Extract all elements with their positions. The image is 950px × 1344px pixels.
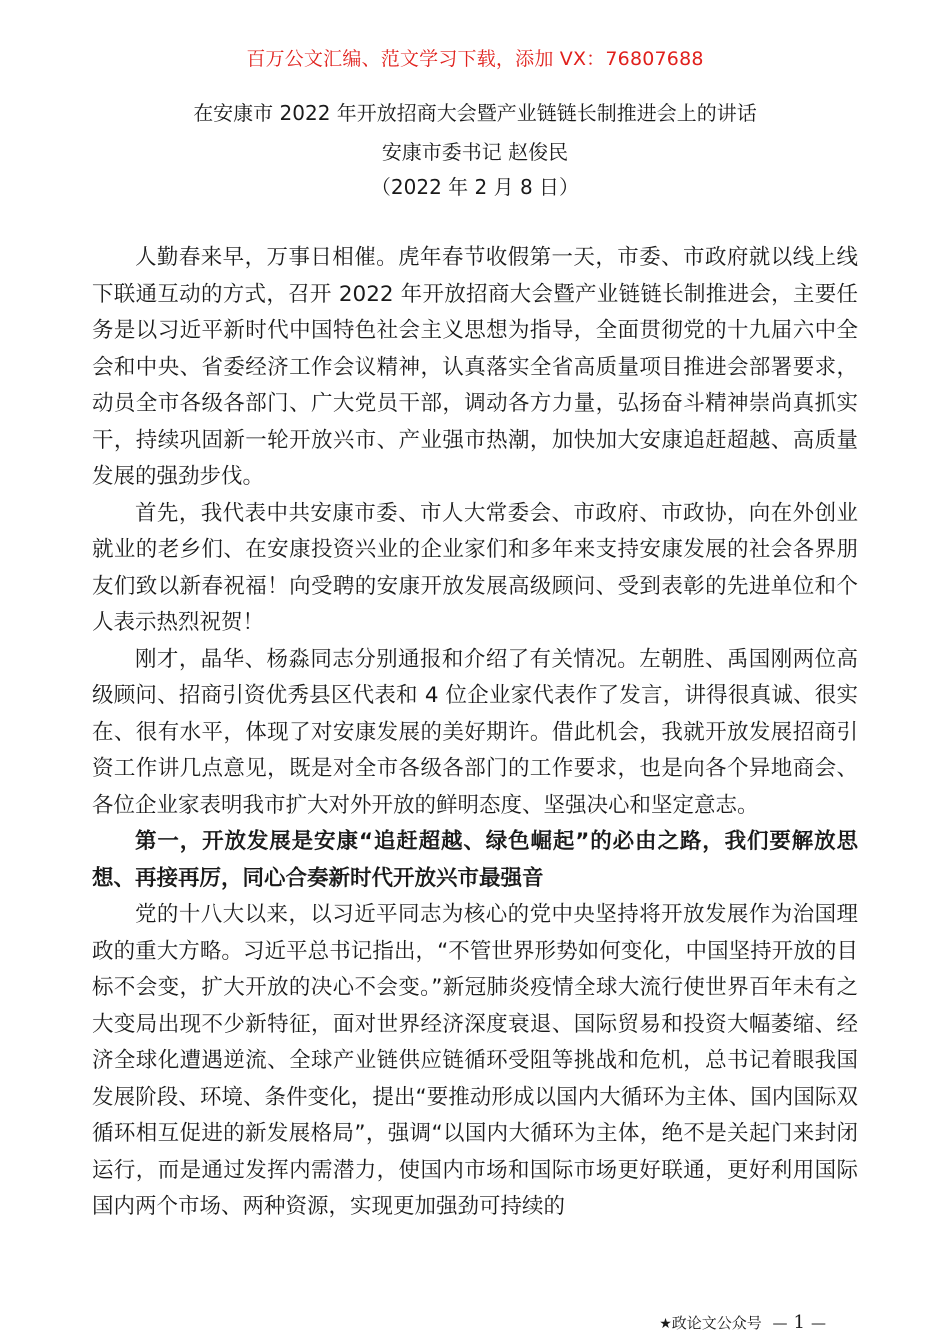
paragraph-section-1: 党的十八大以来，以习近平同志为核心的党中央坚持将开放发展作为治国理政的重大方略。习近平总书记指出，“不管世界形势如何变化，中国坚持开放的目标不会变，扩大开放的决心不会变。”新冠肺炎疫情全球大流行使世界百年未有之大变局出现不少新特征，面对世界经济深度衰退、国际贸易和投资大幅萎缩、经济全球化遭遇逆流、全球产业链供应链循环受阻等挑战和危机，总书记着眼我国发展阶段、环境、条件变化，提出“要推动形成以国内大循环为主体、国内国际双循环相互促进的新发展格局”，强调“以国内大循环为主体，绝不是关起门来封闭运行，而是通过发挥内需潜力，使国内市场和国际市场更好联通，更好利用国际国内两个市场、两种资源，实现更加强劲可持续的 xyxy=(92,902,858,1219)
speech-body xyxy=(92,240,858,1226)
footer-dash-left: — xyxy=(772,1314,788,1332)
page-number: 1 xyxy=(793,1312,805,1333)
download-banner: 百万公文汇编、范文学习下载，添加 VX：76807688 xyxy=(246,48,704,70)
speech-date: （2022 年 2 月 8 日） xyxy=(370,175,580,199)
footer-dash-right: — xyxy=(811,1314,826,1332)
paragraph-remarks: 刚才，晶华、杨淼同志分别通报和介绍了有关情况。左朝胜、禹国刚两位高级顾问、招商引资优秀县区代表和 4 位企业家代表作了发言，讲得很真诚、很实在、很有水平，体现了对安康发展的美好期许。借此机会，我就开放发展招商引资工作讲几点意见，既是对全市各级各部门的工作要求，也是向各个异地商会、各位企业家表明我市扩大对外开放的鲜明态度、坚强决心和坚定意志。 xyxy=(92,646,858,818)
star-icon: ★ xyxy=(659,1316,672,1332)
page-footer xyxy=(659,1312,832,1335)
footer-source: 政论文公众号 xyxy=(671,1314,762,1332)
paragraph-opening: 人勤春来早，万事日相催。虎年春节收假第一天，市委、市政府就以线上线下联通互动的方式，召开 2022 年开放招商大会暨产业链链长制推进会，主要任务是以习近平新时代中国特色社会主义思想为指导，全面贯彻党的十九届六中全会和中央、省委经济工作会议精神，认真落实全省高质量项目推进会部署要求，动员全市各级各部门、广大党员干部，调动各方力量，弘扬奋斗精神崇尚真抓实干，持续巩固新一轮开放兴市、产业强市热潮，加快加大安康追赶超越、高质量发展的强劲步伐。 xyxy=(92,245,858,489)
paragraph-greetings: 首先，我代表中共安康市委、市人大常委会、市政府、市政协，向在外创业就业的老乡们、在安康投资兴业的企业家们和多年来支持安康发展的社会各界朋友们致以新春祝福！向受聘的安康开放发展高级顾问、受到表彰的先进单位和个人表示热烈祝贺！ xyxy=(92,500,858,635)
section-heading-1: 第一，开放发展是安康“追赶超越、绿色崛起”的必由之路，我们要解放思想、再接再厉，同心合奏新时代开放兴市最强音 xyxy=(92,829,858,891)
speech-title: 在安康市 2022 年开放招商大会暨产业链链长制推进会上的讲话 xyxy=(193,101,757,125)
speaker-line: 安康市委书记 赵俊民 xyxy=(381,140,569,164)
